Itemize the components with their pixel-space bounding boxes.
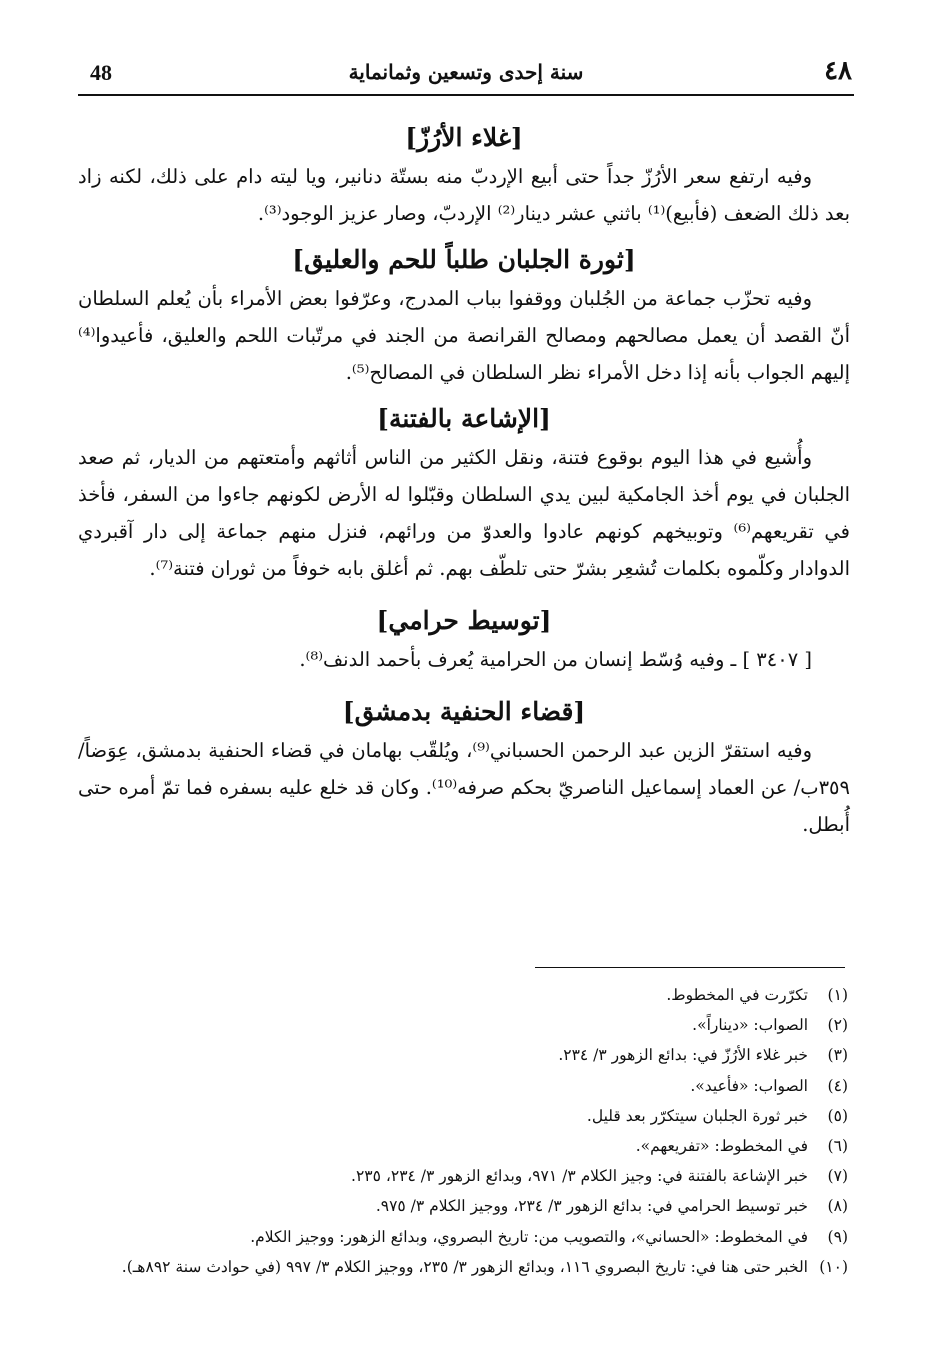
- footnote-number: (٨): [827, 1197, 848, 1216]
- footnote-number: (٧): [827, 1167, 848, 1186]
- page-header: [78, 54, 854, 88]
- footnote: [78, 980, 848, 1010]
- footnote-number: (٣): [827, 1046, 848, 1065]
- page-number-arabic: ٤٨: [824, 56, 852, 86]
- footnote-number: (١٠): [819, 1257, 848, 1276]
- footnote: [78, 1191, 848, 1221]
- footnote-number: (٦): [827, 1137, 848, 1156]
- footnotes: [78, 980, 848, 1282]
- running-title: سنة إحدى وتسعين وثمانماية: [348, 60, 584, 84]
- page-number-latin: 48: [90, 60, 112, 85]
- footnote: [78, 1040, 848, 1070]
- footnote-text: الصواب: «ديناراً».: [692, 1016, 808, 1035]
- footnote: [78, 1222, 848, 1252]
- footnote-text: خبر توسيط الحرامي في: بدائع الزهور ٣/ ٢٣٤، ووجيز الكلام ٣/ ٩٧٥.: [375, 1197, 808, 1216]
- footnote: [78, 1252, 848, 1282]
- section-heading-hanafi-judiciary: [قضاء الحنفية بدمشق]: [342, 697, 586, 726]
- footnote-number: (٥): [827, 1106, 848, 1125]
- section-heading-execution: [توسيط حرامي]: [376, 606, 552, 635]
- footnote: [78, 1161, 848, 1191]
- footnote-number: (٢): [827, 1016, 848, 1035]
- footnote-text: خبر ثورة الجلبان سيتكرّر بعد قليل.: [586, 1106, 808, 1125]
- footnote-text: تكرّرت في المخطوط.: [666, 986, 808, 1004]
- section-paragraph-hanafi-judiciary: وفيه استقرّ الزين عبد الرحمن الحسباني⁽⁹⁾، ويُلقّب بهامان في قضاء الحنفية بدمشق، عِوَضاً/ ٣٥٩ب/ عن العماد إسماعيل الناصريّ بحكم صرفه⁽¹⁰⁾. وكان قد خلع عليه بسفره فما تمّ أمره حتى أُبطل.: [78, 739, 850, 836]
- footnote-text: في المخطوط: «الحساني»، والتصويب من: تاريخ البصروي، وبدائع الزهور: ووجيز الكلام.: [250, 1227, 808, 1246]
- footnote: [78, 1101, 848, 1131]
- section-heading-rice: [غلاء الأرُزّ]: [405, 123, 523, 152]
- footnote: [78, 1071, 848, 1101]
- footnote-number: (٤): [827, 1076, 848, 1095]
- footnote-text: خبر الإشاعة بالفتنة في: وجيز الكلام ٣/ ٩٧١، وبدائع الزهور ٣/ ٢٣٤، ٢٣٥.: [351, 1167, 808, 1186]
- footnote: [78, 1010, 848, 1040]
- section-paragraph-execution: [ ٣٤٠٧ ] ـ وفيه وُسّط إنسان من الحرامية يُعرف بأحمد الدنف⁽⁸⁾.: [299, 648, 812, 671]
- section-paragraph-rumor: وأُشيع في هذا اليوم بوقوع فتنة، ونقل الكثير من الناس أثاثهم وأمتعتهم من الديار، ثم صعد الجلبان في يوم أخذ الجامكية لبين يدي السلطان وقبّلوا له الأرض لكونهم جاءوا من السفر، فأخذ في تقريعهم⁽⁶⁾ وتوبيخهم كونهم عادوا والعدوّ من ورائهم، فنزل منهم جماعة إلى دار آقبردي الدوادار وكلّموه بكلمات تُشعِر بشرّ حتى تلطّف بهم. ثم أغلق بابه خوفاً من ثوران فتنة⁽⁷⁾.: [78, 446, 851, 580]
- section-paragraph-julban-revolt: وفيه تحزّب جماعة من الجُلبان ووقفوا بباب المدرج، وعرّفوا بعض الأمراء بأن يُعلم السلطان أنّ القصد أن يعمل مصالحهم ومصالح القرانصة من الجند في مرتّبات اللحم والعليق، فأعيدوا⁽⁴⁾ إليهم الجواب بأنه إذا دخل الأمراء نظر السلطان في المصالح⁽⁵⁾.: [78, 287, 850, 384]
- header-divider: [78, 94, 854, 96]
- footnote-text: الخبر حتى هنا في: تاريخ البصروي ١١٦، وبدائع الزهور ٣/ ٢٣٥، ووجيز الكلام ٣/ ٩٩٧ (في حوادث سنة ٨٩٢هـ).: [121, 1257, 808, 1276]
- footnote-divider: [535, 967, 845, 968]
- footnote-text: في المخطوط: «تفريعهم».: [635, 1137, 808, 1156]
- footnote-text: خبر غلاء الأرُزّ في: بدائع الزهور ٣/ ٢٣٤.: [558, 1046, 808, 1065]
- footnote-number: (٩): [827, 1227, 848, 1246]
- footnote-number: (١): [827, 986, 848, 1004]
- section-heading-julban-revolt: [ثورة الجلبان طلباً للحم والعليق]: [292, 245, 636, 274]
- section-paragraph-rice: وفيه ارتفع سعر الأرُزّ جداً حتى أبيع الإردبّ منه بستّة دنانير، ويا ليته دام على ذلك، لكنه زاد بعد ذلك الضعف (فأبيع)⁽¹⁾ باثني عشر دينار⁽²⁾ الإردبّ، وصار عزيز الوجود⁽³⁾.: [78, 165, 850, 225]
- main-text: [78, 118, 850, 843]
- section-heading-rumor: [الإشاعة بالفتنة]: [377, 404, 551, 433]
- footnote: [78, 1131, 848, 1161]
- footnote-text: الصواب: «فأعيد».: [690, 1076, 808, 1095]
